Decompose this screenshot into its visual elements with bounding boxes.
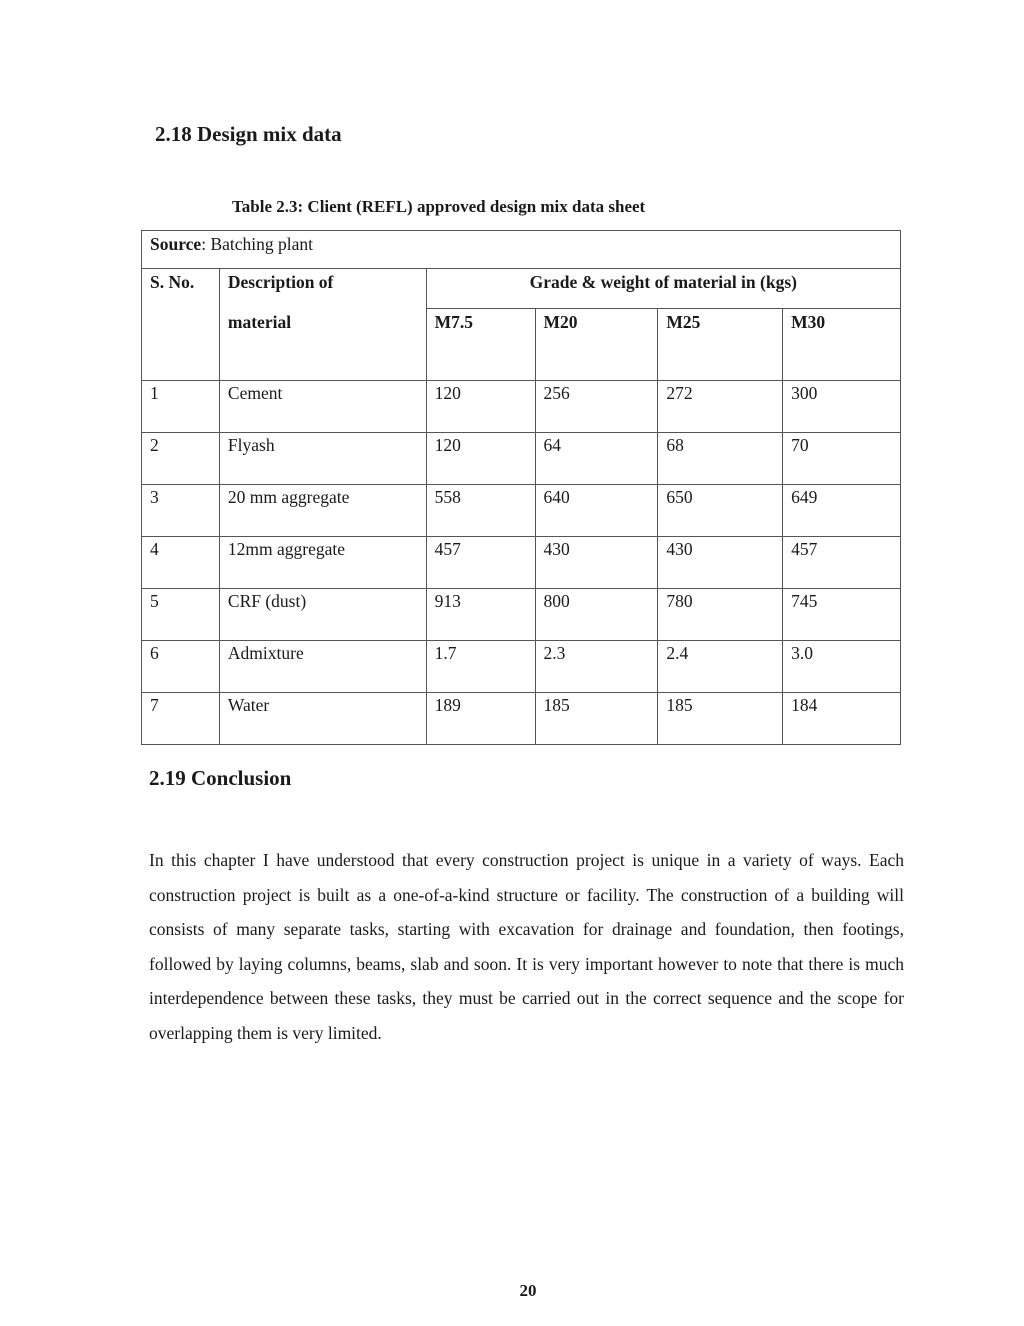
header-grade-m7-5: M7.5 <box>426 309 535 381</box>
header-row-2 <box>142 309 901 381</box>
conclusion-paragraph: In this chapter I have understood that every construction project is unique in a variety of ways. Each construction project is built as a one-of-a-kind structure or facility. The construction of a building will consists of many separate tasks, starting with excavation for drainage and foundation, then footings, followed by laying columns, beams, slab and soon. It is very important however to note that there is much interdependence between these tasks, they must be carried out in the correct sequence and the scope for overlapping them is very limited. <box>149 850 904 1043</box>
section-heading-design-mix: 2.18 Design mix data <box>155 122 342 146</box>
table-row <box>142 537 901 589</box>
source-cell <box>142 231 901 269</box>
header-grade-m25: M25 <box>658 309 783 381</box>
cell-value: 300 <box>783 381 901 433</box>
cell-value: 913 <box>426 589 535 641</box>
table-row <box>142 381 901 433</box>
cell-sno: 2 <box>142 433 220 485</box>
cell-value: 184 <box>783 693 901 745</box>
header-grade-group: Grade & weight of material in (kgs) <box>426 269 900 309</box>
cell-material: CRF (dust) <box>219 589 426 641</box>
cell-value: 120 <box>426 381 535 433</box>
cell-sno: 1 <box>142 381 220 433</box>
source-label: Source <box>150 234 202 254</box>
cell-value: 185 <box>535 693 658 745</box>
cell-value: 2.3 <box>535 641 658 693</box>
table-row <box>142 433 901 485</box>
cell-value: 457 <box>783 537 901 589</box>
header-grade-m30: M30 <box>783 309 901 381</box>
table-row <box>142 693 901 745</box>
cell-value: 457 <box>426 537 535 589</box>
cell-material: 12mm aggregate <box>219 537 426 589</box>
cell-material: Flyash <box>219 433 426 485</box>
cell-material: Admixture <box>219 641 426 693</box>
cell-value: 650 <box>658 485 783 537</box>
cell-sno: 4 <box>142 537 220 589</box>
cell-sno: 3 <box>142 485 220 537</box>
cell-value: 1.7 <box>426 641 535 693</box>
cell-value: 64 <box>535 433 658 485</box>
header-description-continued: material <box>219 309 426 381</box>
page-number: 20 <box>519 1281 537 1300</box>
header-row-1 <box>142 269 901 309</box>
cell-value: 272 <box>658 381 783 433</box>
cell-value: 430 <box>535 537 658 589</box>
cell-value: 558 <box>426 485 535 537</box>
cell-value: 780 <box>658 589 783 641</box>
cell-value: 800 <box>535 589 658 641</box>
cell-material: Water <box>219 693 426 745</box>
source-row <box>142 231 901 269</box>
table-row <box>142 641 901 693</box>
cell-value: 70 <box>783 433 901 485</box>
table-row <box>142 589 901 641</box>
cell-sno: 6 <box>142 641 220 693</box>
cell-value: 649 <box>783 485 901 537</box>
header-sno-continued <box>142 309 220 381</box>
table-caption: Table 2.3: Client (REFL) approved design mix data sheet <box>232 197 646 216</box>
cell-value: 2.4 <box>658 641 783 693</box>
cell-sno: 5 <box>142 589 220 641</box>
section-heading-conclusion: 2.19 Conclusion <box>149 766 292 790</box>
header-sno: S. No. <box>142 269 220 309</box>
header-grade-m20: M20 <box>535 309 658 381</box>
source-value: : Batching plant <box>201 234 313 254</box>
cell-value: 640 <box>535 485 658 537</box>
cell-material: Cement <box>219 381 426 433</box>
table-row <box>142 485 901 537</box>
cell-value: 430 <box>658 537 783 589</box>
cell-sno: 7 <box>142 693 220 745</box>
header-description: Description of <box>219 269 426 309</box>
cell-value: 745 <box>783 589 901 641</box>
cell-value: 68 <box>658 433 783 485</box>
cell-value: 189 <box>426 693 535 745</box>
cell-value: 185 <box>658 693 783 745</box>
cell-value: 3.0 <box>783 641 901 693</box>
cell-material: 20 mm aggregate <box>219 485 426 537</box>
design-mix-table <box>141 230 901 745</box>
cell-value: 120 <box>426 433 535 485</box>
cell-value: 256 <box>535 381 658 433</box>
